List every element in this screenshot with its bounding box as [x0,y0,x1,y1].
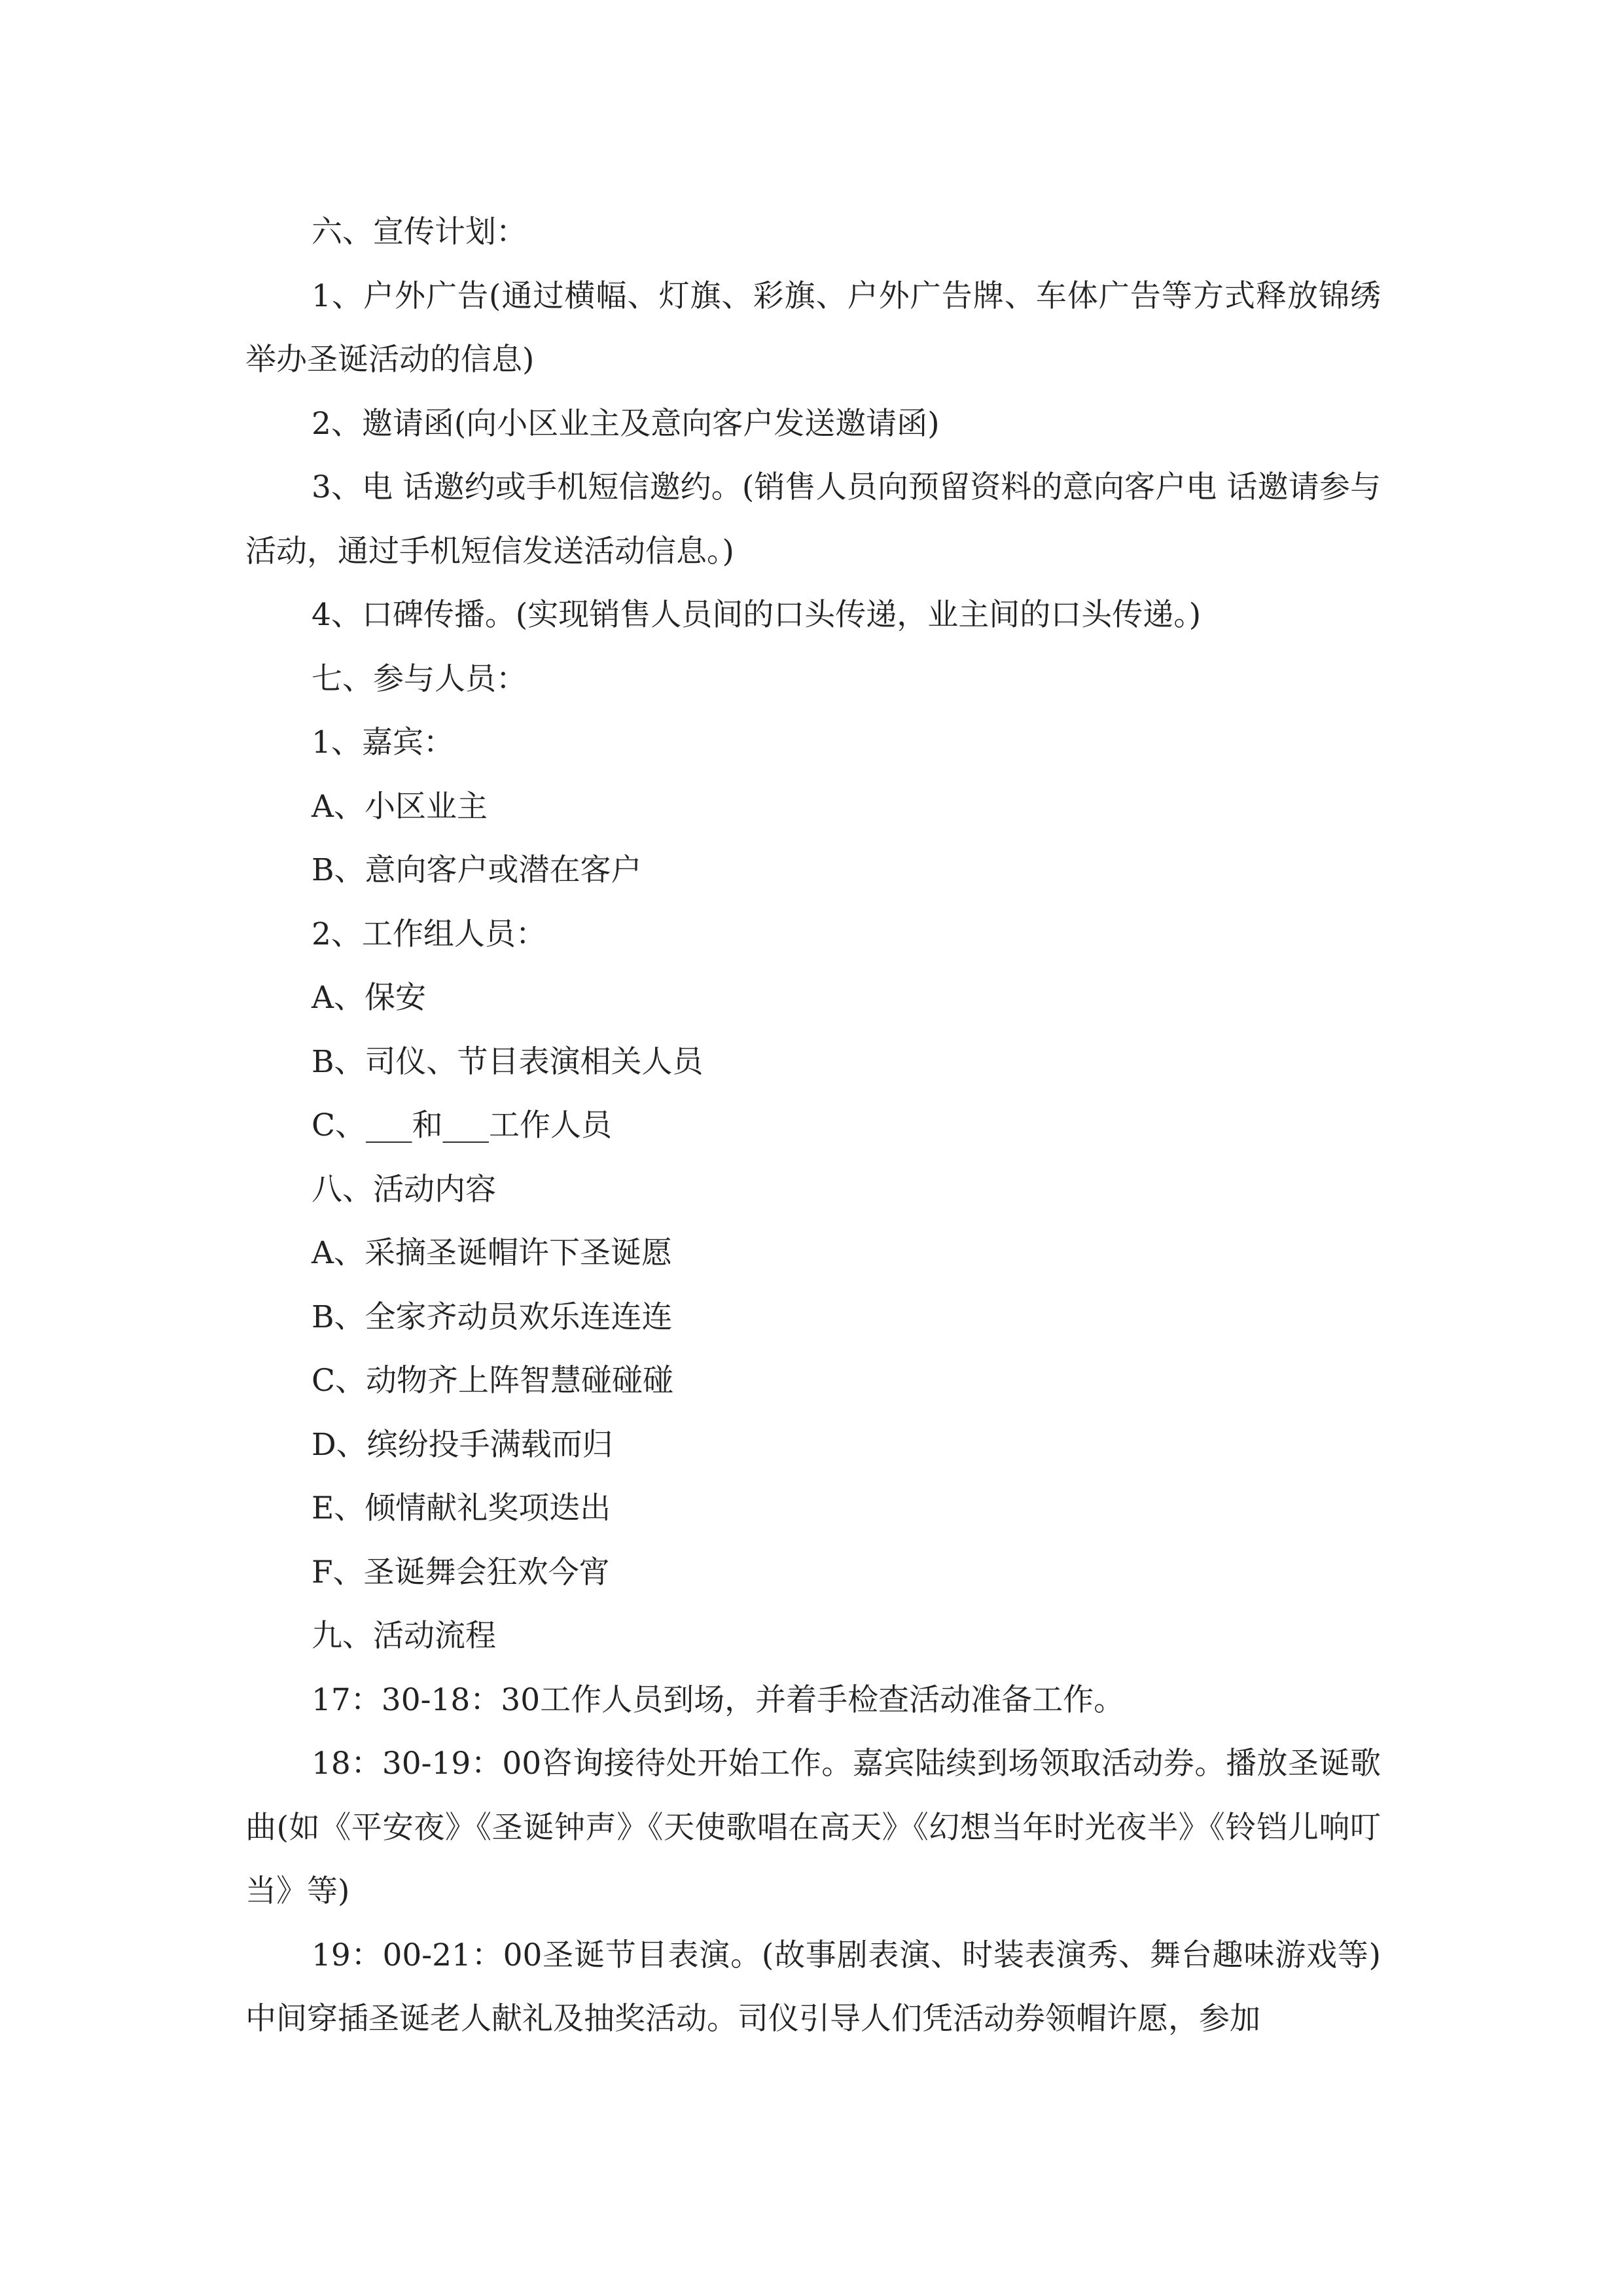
paragraph-phone-invitation: 3、电 话邀约或手机短信邀约。(销售人员向预留资料的意向客户电 话邀请参与活动，通过手机短信发送活动信息。) [245,469,1381,569]
list-item-residents: A、小区业主 [312,788,488,825]
schedule-item-1730: 17：30-18：30工作人员到场，并着手检查活动准备工作。 [312,1681,1125,1718]
list-item-security: A、保安 [312,980,426,1016]
list-item-activity-f: F、圣诞舞会狂欢今宵 [312,1554,610,1590]
section-heading-publicity-plan: 六、宣传计划： [312,214,527,250]
section-heading-participants: 七、参与人员： [312,660,527,697]
list-item-activity-a: A、采摘圣诞帽许下圣诞愿 [312,1235,672,1271]
paragraph-invitation: 2、邀请函(向小区业主及意向客户发送邀请函) [312,405,940,442]
paragraph-guests: 1、嘉宾： [312,725,454,761]
paragraph-staff: 2、工作组人员： [312,916,546,952]
list-item-activity-e: E、倾情献礼奖项迭出 [312,1490,611,1526]
list-item-activity-d: D、缤纷投手满载而归 [312,1426,613,1463]
list-item-activity-c: C、动物齐上阵智慧碰碰碰 [312,1363,673,1399]
paragraph-outdoor-ads: 1、户外广告(通过横幅、灯旗、彩旗、户外广告牌、车体广告等方式释放锦绣举办圣诞活动的信息) [245,278,1381,378]
list-item-host-performers: B、司仪、节目表演相关人员 [312,1043,704,1080]
list-item-other-staff: C、___和___工作人员 [312,1107,612,1143]
section-heading-activity-flow: 九、活动流程 [312,1618,496,1654]
document-body [245,200,1381,2051]
schedule-item-1900: 19：00-21：00圣诞节目表演。(故事剧表演、时装表演秀、舞台趣味游戏等)中间穿插圣诞老人献礼及抽奖活动。司仪引导人们凭活动券领帽许愿，参加 [245,1937,1381,2037]
paragraph-word-of-mouth: 4、口碑传播。(实现销售人员间的口头传递，业主间的口头传递。) [312,597,1202,633]
section-heading-activity-content: 八、活动内容 [312,1171,496,1208]
schedule-item-1830: 18：30-19：00咨询接待处开始工作。嘉宾陆续到场领取活动券。播放圣诞歌曲(如《平安夜》《圣诞钟声》《天使歌唱在高天》《幻想当年时光夜半》《铃铛儿响叮当》等) [245,1746,1381,1909]
list-item-prospects: B、意向客户或潜在客户 [312,852,642,888]
list-item-activity-b: B、全家齐动员欢乐连连连 [312,1299,673,1335]
